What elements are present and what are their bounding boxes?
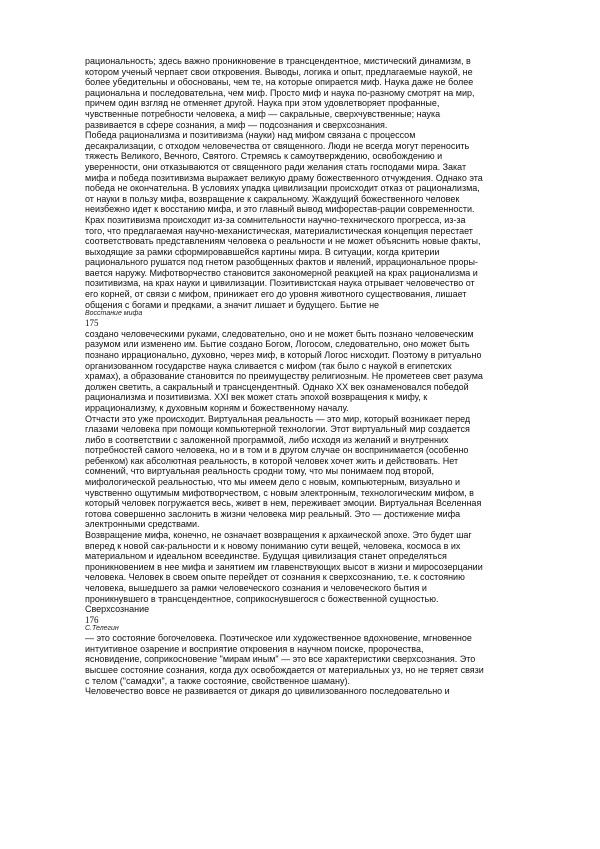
section-heading: Сверхсознание xyxy=(85,604,150,615)
paragraph: Победа рационализма и позитивизма (науки) над мифом связана с процессом десакрализации, с отходом человечества от священного. Люди не всегда могут переносить тяжесть Великого, Вечного, Святого. Стремясь к самоутверждению, освобождению и уверенности, они отказываются от священного ради желания стать господами мира. Закат мифа и победа позитивизма выражает великую драму божественного отчуждения. Однако эта победа не окончательна. В условиях упадка цивилизации происходит отказ от рационализма, от науки в пользу мифа, возвращение к сакральному. Жаждущий божественного человек неизбежно идет к восстанию мифа, и это главный вывод мифорестав-рации современности. xyxy=(85,130,483,215)
page-number: 176 xyxy=(85,614,99,625)
paragraph: Крах позитивизма происходит из-за сомнительности научно-технического прогресса, из-за того, что предлагаемая научно-механистическая, материалистическая концепция перестает соответствовать представлениям человека о реальности и не может объяснить новые факты, выходящие за рамки сформировавшейся картины мира. В ситуации, когда критерии рационального рушатся под гнетом разобщенных фактов и явлений, иррациональное проры- вается наружу. Мифотворчество становится закономерной реакцией на крах рационализма и позитивизма, на крах науки и цивилизации. Позитивистская наука отрывает человечество от его корней, от связи с мифом, принижает его до уровня животного существования, лишает общения с богами и предками, а значит лишает и будущего. Бытие не xyxy=(85,214,481,310)
paragraph: Человечество вовсе не развивается от дикаря до цивилизованного последовательно и xyxy=(85,686,450,697)
paragraph: создано человеческими руками, следовательно, оно и не может быть познано человеческим разумом или изменено им. Бытие создано Богом, Логосом, следовательно, оно может быть познано иррационально, духовно, через миф, в который Логос нисходит. Поэтому в ритуально организованном государстве наука сливается с мифом (так было с наукой в египетских храмах), а образование становится по преимуществу религиозным. Не прометеев свет разума должен светить, а сакральный и трансцендентный. Однако XX век ознаменовался победой рационализма и позитивизма. XXI век может стать эпохой возвращения к мифу, к иррационализму, к духовным корням и божественному началу. xyxy=(85,328,483,413)
document-page xyxy=(85,56,530,697)
running-head: Восстание мифа xyxy=(85,310,143,318)
paragraph: — это состояние богочеловека. Поэтическое или художественное вдохновение, мгновенное интуитивное озарение и восприятие откровения в научном поиске, пророчества, ясновидение, соприкосновение "мирам иным" — это все характеристики сверхсознания. Это высшее состояние сознания, когда дух освобождается от материальных уз, но не теряет связи с телом ("самадхи", а также состояние, свойственное шаману). xyxy=(85,633,484,686)
page-number: 175 xyxy=(85,318,99,329)
running-head: С.Телегин xyxy=(85,625,119,633)
paragraph: Возвращение мифа, конечно, не означает возвращения к архаической эпохе. Это будет шаг вперед к новой сак-ральности и к новому пониманию сути вещей, человека, космоса в их материальном и идеальном всеединстве. Будущая цивилизация станет определяться проникновением в нее мифа и занятием им главенствующих высот в жизни и миросозерцании человека. Человек в своем опыте перейдет от сознания к сверхсознанию, т.е. к состоянию человека, вышедшего за рамки человеческого сознания и человеческого бытия и проникнувшего в трансцендентное, соприкоснувшегося с божественной сущностью. xyxy=(85,530,483,604)
paragraph: Отчасти это уже происходит. Виртуальная реальность — это мир, который возникает перед глазами человека при помощи компьютерной технологии. Этот виртуальный мир создается либо в соответствии с заложенной программой, либо исходя из желаний и внутренних потребностей самого человека, но и в том и в другом случае он воспринимается (особенно ребенком) как абсолютная реальность, в которой человек хочет жить и действовать. Нет сомнений, что виртуальная реальность сродни тому, что мы понимаем под второй, мифологической реальностью, что мы имеем дело с новым, компьютерным, визуально и чувственно ощутимым мифотворчеством, с новым электронным, технологическим мифом, в который человек погружается весь, живет в нем, переживает эмоции. Виртуальная Вселенная готова совершенно заслонить в жизни человека мир реальный. Это — достижение мифа электронными средствами. xyxy=(85,413,482,530)
paragraph: рациональность; здесь важно проникновение в трансцендентное, мистический динамизм, в котором ученый черпает свои откровения. Выводы, логика и опыт, предлагаемые наукой, не более убедительны и обоснованы, чем те, на которые опирается миф. Наука даже не более рациональна и последовательна, чем миф. Просто миф и наука по-разному смотрят на мир, причем один взгляд не отменяет другой. Наука при этом удовлетворяет профанные, чувственные потребности человека, а миф — сакральные, сверхчувственные; наука развивается в сфере сознания, а миф — подсознания и сверхсознания. xyxy=(85,56,475,130)
